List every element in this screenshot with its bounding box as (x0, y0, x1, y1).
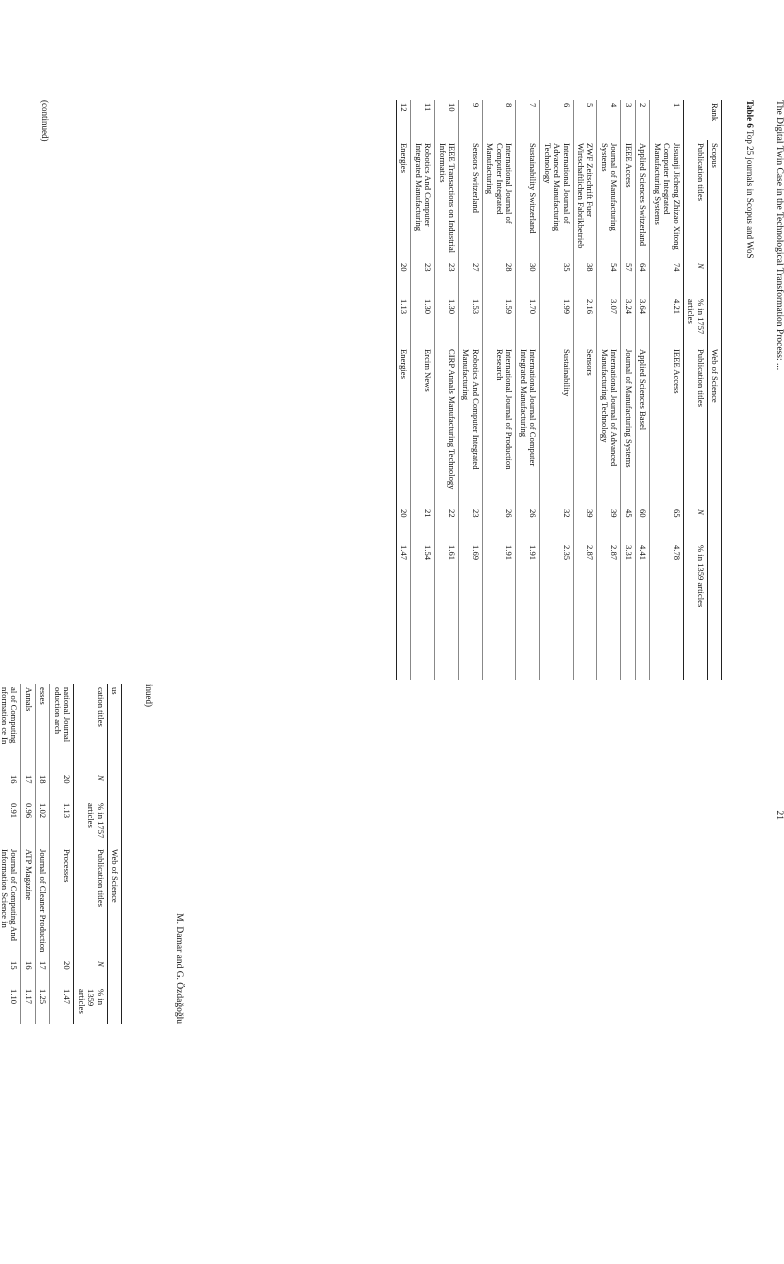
wos-title-cell: International Journal of Computer Integrated Manufacturing (516, 346, 540, 506)
scopus-title-cell: national Journal oduction arch (50, 684, 74, 772)
scopus-title-cell: IEEE Transactions on Industrial Informatics (435, 140, 459, 260)
journals-table-continued (0, 684, 122, 1024)
wos-pct-cell: 1.54 (411, 542, 435, 680)
rank-header: Rank (707, 100, 721, 140)
scopus-n-cell: 17 (21, 772, 35, 800)
wos-n-cell: 22 (435, 506, 459, 542)
scopus-pct-cell: 1.59 (482, 296, 515, 346)
rank-cell: 5 (573, 100, 597, 140)
wos-pct-cell: 1.47 (396, 542, 410, 680)
table-row (396, 100, 410, 680)
scopus-title-cell: Energies (396, 140, 410, 260)
wos-pct-cell: 1.69 (459, 542, 483, 680)
table-caption (745, 100, 755, 259)
scopus-n-cell: 28 (482, 260, 515, 296)
wos-titles-header: Publication titles (683, 346, 707, 506)
scopus-pct-header: % in 1757 articles (683, 296, 707, 346)
running-title: The Digital Twin Case in the Technological Transformation Process: ... (774, 100, 784, 371)
table-row (635, 100, 649, 680)
wos-n-cell: 21 (411, 506, 435, 542)
wos-title-cell: Journal of Computing And Information Science in (0, 846, 21, 958)
wos-header: Web of Science (707, 346, 721, 680)
scopus-pct-cell: 0.96 (21, 800, 35, 846)
scopus-n-cell: 18 (35, 772, 49, 800)
scopus-title-cell: Sensors Switzerland (459, 140, 483, 260)
table-row (459, 100, 483, 680)
rank-cell: 4 (597, 100, 621, 140)
scopus-n-cell: 74 (650, 260, 683, 296)
wos-title-cell: Applied Sciences Basel (635, 346, 649, 506)
wos-pct-cell: 1.47 (50, 986, 74, 1024)
scopus-title-cell: ZWF Zeitschrift Fuer Wirtschaftlichen Fabrikbetrieb (573, 140, 597, 260)
rank-cell: 10 (435, 100, 459, 140)
wos-pct-cell: 1.10 (0, 986, 21, 1024)
scopus-n-cell: 23 (411, 260, 435, 296)
scopus-pct-cell: 1.02 (35, 800, 49, 846)
wos-n-cell: 20 (50, 958, 74, 986)
table-row (435, 100, 459, 680)
scopus-n-cell: 35 (540, 260, 573, 296)
wos-pct-cell: 2.87 (573, 542, 597, 680)
table-row (21, 684, 35, 1024)
scopus-n-cell: 20 (50, 772, 74, 800)
scopus-n-cell: 57 (621, 260, 635, 296)
wos-pct-header-left: % in 1359 articles (74, 986, 107, 1024)
running-header (774, 100, 784, 820)
table-row (621, 100, 635, 680)
scopus-n-cell: 23 (435, 260, 459, 296)
wos-pct-cell: 3.31 (621, 542, 635, 680)
wos-title-cell: CIRP Annals Manufacturing Technology (435, 346, 459, 506)
wos-title-cell: Journal of Manufacturing Systems (621, 346, 635, 506)
rank-cell: 6 (540, 100, 573, 140)
wos-pct-cell: 1.25 (35, 986, 49, 1024)
wos-n-cell: 39 (573, 506, 597, 542)
wos-pct-cell: 1.91 (516, 542, 540, 680)
wos-title-cell: Robotics And Computer Integrated Manufacturing (459, 346, 483, 506)
wos-pct-cell: 1.91 (482, 542, 515, 680)
rank-cell: 7 (516, 100, 540, 140)
wos-title-cell: International Journal of Advanced Manufacturing Technology (597, 346, 621, 506)
scopus-title-cell: International Journal of Advanced Manufacturing Technology (540, 140, 573, 260)
wos-title-cell: Sustainability (540, 346, 573, 506)
wos-pct-cell: 2.35 (540, 542, 573, 680)
wos-n-cell: 26 (516, 506, 540, 542)
wos-n-cell: 45 (621, 506, 635, 542)
wos-n-cell: 23 (459, 506, 483, 542)
scopus-title-cell: Jisuanji Jicheng Zhizao Xitong Computer Integrated Manufacturing Systems (650, 140, 683, 260)
scopus-title-cell: Annals (21, 684, 35, 772)
wos-title-cell: IEEE Access (650, 346, 683, 506)
wos-title-cell: Energies (396, 346, 410, 506)
wos-titles-header-left: Publication titles (74, 846, 107, 958)
scopus-title-cell: Applied Sciences Switzerland (635, 140, 649, 260)
scopus-header: Scopus (707, 140, 721, 346)
scopus-pct-cell: 1.30 (411, 296, 435, 346)
table-row (0, 684, 21, 1024)
scopus-n-cell: 20 (396, 260, 410, 296)
scopus-n-cell: 30 (516, 260, 540, 296)
page-number: 21 (774, 810, 784, 820)
wos-title-cell: Sensors (573, 346, 597, 506)
scopus-n-cell: 54 (597, 260, 621, 296)
table-caption-text: Top 25 journals in Scopus and WoS (745, 130, 755, 259)
scopus-title-cell: al of Computing nformation ce In (0, 684, 21, 772)
running-header-left (174, 684, 184, 1024)
scopus-pct-cell: 1.30 (435, 296, 459, 346)
wos-n-cell: 60 (635, 506, 649, 542)
wos-n-cell: 39 (597, 506, 621, 542)
wos-title-cell: Ercim News (411, 346, 435, 506)
rank-subheader (683, 100, 707, 140)
scopus-pct-cell: 4.21 (650, 296, 683, 346)
scopus-pct-cell: 0.91 (0, 800, 21, 846)
wos-n-cell: 26 (482, 506, 515, 542)
wos-pct-cell: 4.41 (635, 542, 649, 680)
rank-cell: 3 (621, 100, 635, 140)
table-row (50, 684, 74, 1024)
continued-head: inued) (144, 684, 154, 707)
wos-title-cell: Processes (50, 846, 74, 958)
scopus-n-cell: 16 (0, 772, 21, 800)
scopus-titles-header: Publication titles (683, 140, 707, 260)
table-row (411, 100, 435, 680)
wos-pct-header: % in 1359 articles (683, 542, 707, 680)
scopus-n-cell: 38 (573, 260, 597, 296)
wos-n-cell: 65 (650, 506, 683, 542)
table-row (35, 684, 49, 1024)
table-row (482, 100, 515, 680)
scopus-pct-cell: 1.99 (540, 296, 573, 346)
wos-pct-cell: 1.17 (21, 986, 35, 1024)
wos-n-cell: 32 (540, 506, 573, 542)
table-row (573, 100, 597, 680)
table-row (540, 100, 573, 680)
wos-n-cell: 15 (0, 958, 21, 986)
scopus-title-cell: Journal of Manufacturing Systems (597, 140, 621, 260)
journals-table (396, 100, 722, 680)
scopus-n-cell: 27 (459, 260, 483, 296)
table-row (650, 100, 683, 680)
continued-note: (continued) (40, 100, 50, 142)
wos-n-header-left: N (74, 958, 107, 986)
scopus-pct-cell: 2.16 (573, 296, 597, 346)
wos-n-header: N (683, 506, 707, 542)
scopus-n-header: N (683, 260, 707, 296)
scopus-title-cell: Robotics And Computer Integrated Manufacturing (411, 140, 435, 260)
rank-cell: 12 (396, 100, 410, 140)
scopus-n-header-left: N (74, 772, 107, 800)
scopus-pct-cell: 3.64 (635, 296, 649, 346)
rank-cell: 2 (635, 100, 649, 140)
scopus-title-cell: International Journal of Computer Integrated Manufacturing (482, 140, 515, 260)
scopus-pct-header-left: % in 1757 articles (74, 800, 107, 846)
wos-n-cell: 20 (396, 506, 410, 542)
scopus-pct-cell: 3.07 (597, 296, 621, 346)
table-row (516, 100, 540, 680)
wos-n-cell: 17 (35, 958, 49, 986)
wos-pct-cell: 4.78 (650, 542, 683, 680)
scopus-pct-cell: 1.13 (396, 296, 410, 346)
rank-cell: 1 (650, 100, 683, 140)
scopus-title-cell: IEEE Access (621, 140, 635, 260)
wos-title-cell: Journal of Cleaner Production (35, 846, 49, 958)
scopus-pct-cell: 3.24 (621, 296, 635, 346)
wos-n-cell: 16 (21, 958, 35, 986)
wos-title-cell: International Journal of Production Research (482, 346, 515, 506)
wos-pct-cell: 1.61 (435, 542, 459, 680)
table-row (597, 100, 621, 680)
rank-cell: 9 (459, 100, 483, 140)
rank-cell: 11 (411, 100, 435, 140)
scopus-titles-header-left: cation titles (74, 684, 107, 772)
scopus-pct-cell: 1.13 (50, 800, 74, 846)
rank-cell: 8 (482, 100, 515, 140)
scopus-pct-cell: 1.53 (459, 296, 483, 346)
scopus-header-left: us (107, 684, 121, 846)
scopus-pct-cell: 1.70 (516, 296, 540, 346)
left-page (0, 684, 184, 1264)
wos-title-cell: ATP Magazine (21, 846, 35, 958)
scopus-n-cell: 64 (635, 260, 649, 296)
scopus-title-cell: esses (35, 684, 49, 772)
table-label: Table 6 (745, 100, 755, 128)
wos-header-left: Web of Science (107, 846, 121, 1024)
scopus-title-cell: Sustainability Switzerland (516, 140, 540, 260)
wos-pct-cell: 2.87 (597, 542, 621, 680)
running-title-left: M. Damar and G. Özdağoğlu (174, 913, 184, 1024)
